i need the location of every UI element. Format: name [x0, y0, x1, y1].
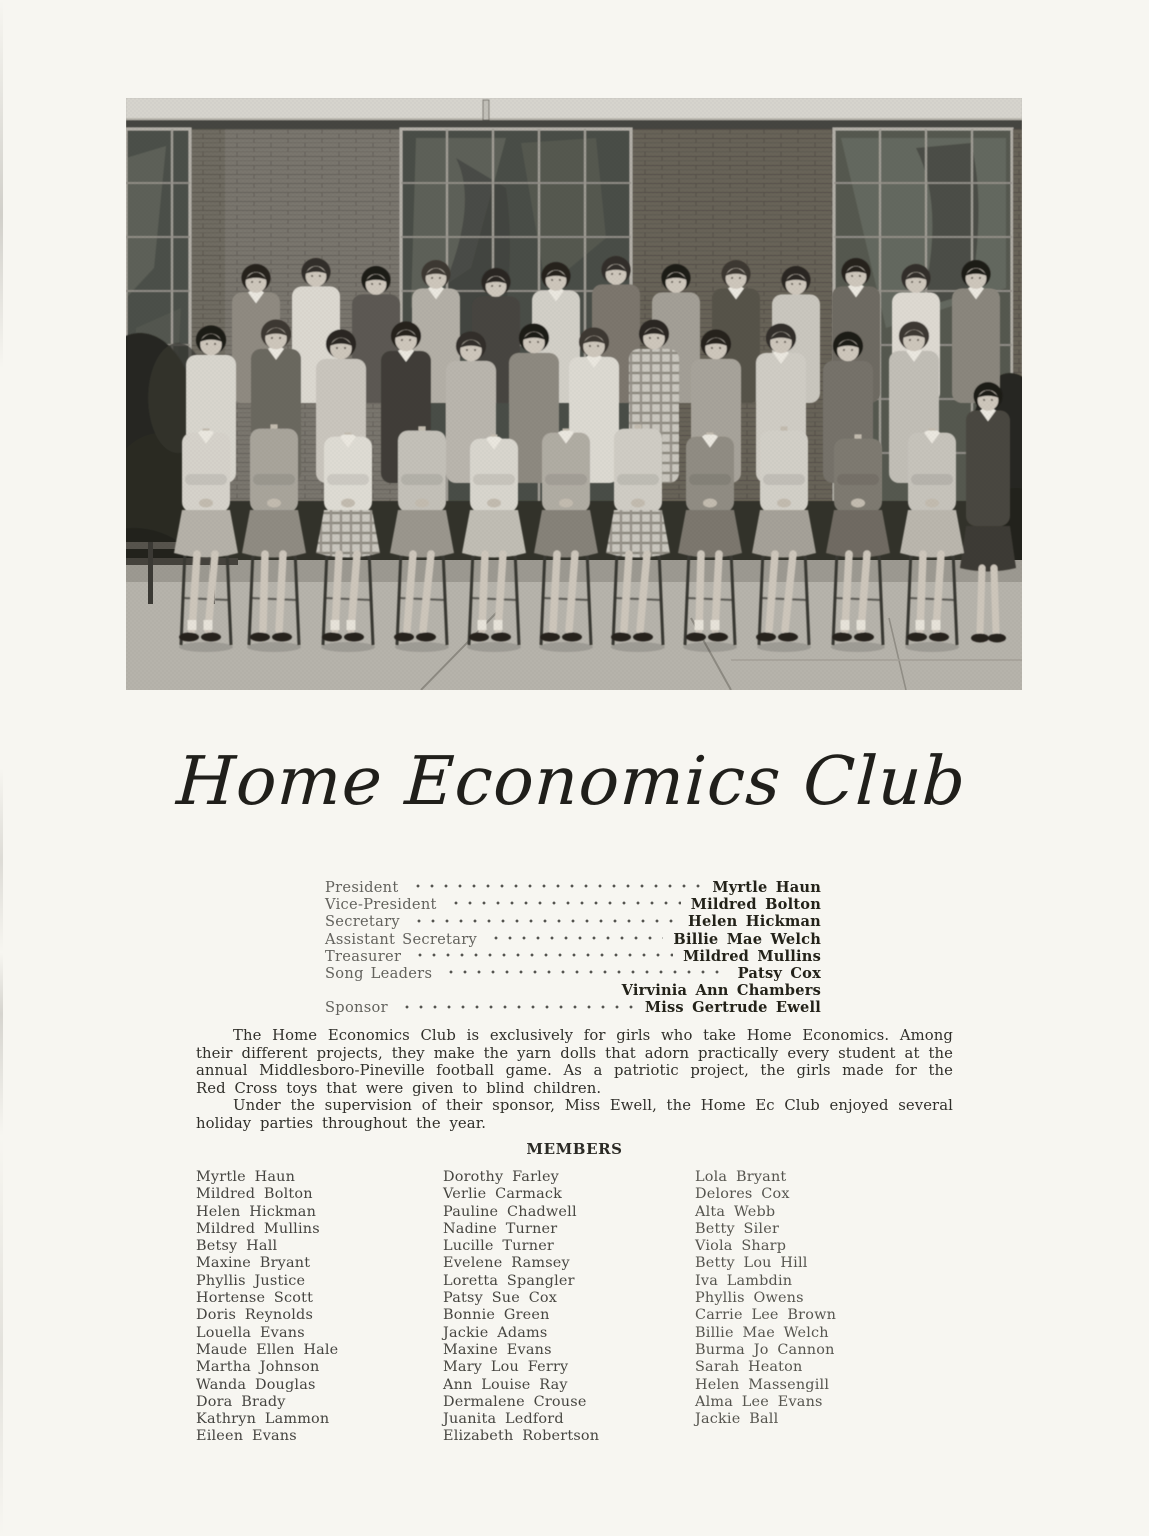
member-name: Mary Lou Ferry: [443, 1359, 569, 1376]
member-name: Ann Louise Ray: [443, 1376, 568, 1393]
member-name: Juanita Ledford: [443, 1411, 564, 1428]
member-name: Sarah Heaton: [695, 1359, 803, 1376]
member-name: Jackie Ball: [695, 1411, 779, 1428]
member-name: Phyllis Owens: [695, 1290, 804, 1307]
dot-leader: [411, 879, 703, 896]
member-name: Wanda Douglas: [196, 1376, 316, 1393]
halftone-overlay: [126, 98, 1022, 690]
members-column: [196, 1169, 338, 1446]
dot-leader: [489, 931, 663, 948]
member-name: Helen Hickman: [196, 1203, 317, 1220]
member-name: Nadine Turner: [443, 1220, 558, 1237]
members-column: [695, 1169, 836, 1428]
member-name: Viola Sharp: [695, 1238, 787, 1255]
member-name: Elizabeth Robertson: [443, 1428, 600, 1445]
member-name: Maxine Bryant: [196, 1255, 311, 1272]
officer-title: Vice-President: [325, 896, 437, 914]
officer-name: Mildred Bolton: [690, 896, 821, 914]
officer-row: [325, 948, 821, 965]
member-name: Alta Webb: [695, 1203, 776, 1220]
members-roster: [196, 1169, 953, 1459]
officer-title: Assistant Secretary: [325, 930, 478, 948]
member-name: Phyllis Justice: [196, 1272, 306, 1289]
officer-row: [325, 931, 821, 948]
member-name: Mildred Mullins: [196, 1220, 320, 1237]
members-heading: MEMBERS: [526, 1140, 623, 1158]
officer-name: Myrtle Haun: [712, 879, 821, 896]
member-name: Lucille Turner: [443, 1238, 554, 1255]
member-name: Louella Evans: [196, 1324, 305, 1341]
member-name: Iva Lambdin: [695, 1272, 793, 1289]
dot-leader: [400, 999, 635, 1016]
member-name: Maxine Evans: [443, 1341, 552, 1358]
dot-leader: [413, 948, 673, 965]
member-name: Betty Lou Hill: [695, 1255, 808, 1272]
member-name: Myrtle Haun: [196, 1169, 296, 1185]
dot-leader: [449, 896, 681, 913]
member-name: Alma Lee Evans: [695, 1393, 823, 1410]
member-name: Burma Jo Cannon: [695, 1341, 835, 1358]
officer-title: Sponsor: [325, 999, 388, 1017]
member-name: Carrie Lee Brown: [695, 1307, 837, 1324]
officer-title: President: [325, 879, 399, 896]
member-name: Pauline Chadwell: [443, 1203, 577, 1220]
group-photo: [126, 98, 1022, 690]
officer-name: Virvinia Ann Chambers: [621, 982, 821, 1000]
member-name: Kathryn Lammon: [196, 1411, 330, 1428]
member-name: Betsy Hall: [196, 1238, 278, 1255]
officer-name: Billie Mae Welch: [673, 930, 821, 948]
member-name: Billie Mae Welch: [695, 1324, 829, 1341]
member-name: Verlie Carmack: [443, 1186, 563, 1203]
officers-list: [325, 879, 821, 1017]
officer-row: [325, 965, 821, 982]
member-name: Betty Siler: [695, 1220, 780, 1237]
member-name: Dora Brady: [196, 1393, 286, 1410]
officer-title: Treasurer: [325, 947, 402, 965]
description-paragraph: The Home Economics Club is exclusively for girls who take Home Economics. Among their different projects, they make the yarn dolls that adorn practically every student at the annual Middlesboro-Pineville football game. As a patriotic project, the girls made for the Red Cross toys that were given to blind children.: [196, 1027, 953, 1097]
officer-row: [325, 913, 821, 930]
member-name: Loretta Spangler: [443, 1272, 575, 1289]
officer-name: Patsy Cox: [737, 964, 821, 982]
member-name: Lola Bryant: [695, 1169, 787, 1185]
member-name: Hortense Scott: [196, 1290, 314, 1307]
officer-row: [325, 982, 821, 999]
officer-name: Mildred Mullins: [683, 947, 821, 965]
member-name: Eileen Evans: [196, 1428, 297, 1445]
member-name: Delores Cox: [695, 1186, 790, 1203]
member-name: Jackie Adams: [443, 1324, 548, 1341]
officer-row: [325, 896, 821, 913]
member-name: Maude Ellen Hale: [196, 1341, 339, 1358]
officer-name: Helen Hickman: [687, 913, 821, 931]
dot-leader: [444, 965, 727, 982]
member-name: Bonnie Green: [443, 1307, 550, 1324]
member-name: Dermalene Crouse: [443, 1393, 587, 1410]
members-column: [443, 1169, 599, 1446]
page-title: Home Economics Club: [174, 742, 969, 820]
club-description: [196, 1027, 953, 1132]
officer-row: [325, 879, 821, 896]
description-paragraph: Under the supervision of their sponsor, Miss Ewell, the Home Ec Club enjoyed several holiday parties throughout the year.: [196, 1097, 953, 1132]
member-name: Doris Reynolds: [196, 1307, 314, 1324]
dot-leader: [412, 913, 678, 930]
member-name: Dorothy Farley: [443, 1169, 560, 1185]
officer-name: Miss Gertrude Ewell: [644, 999, 821, 1017]
officer-title: Secretary: [325, 913, 400, 931]
officer-row: [325, 999, 821, 1016]
officer-title: Song Leaders: [325, 964, 433, 982]
member-name: Evelene Ramsey: [443, 1255, 570, 1272]
member-name: Martha Johnson: [196, 1359, 320, 1376]
member-name: Mildred Bolton: [196, 1186, 313, 1203]
member-name: Helen Massengill: [695, 1376, 830, 1393]
member-name: Patsy Sue Cox: [443, 1290, 558, 1307]
